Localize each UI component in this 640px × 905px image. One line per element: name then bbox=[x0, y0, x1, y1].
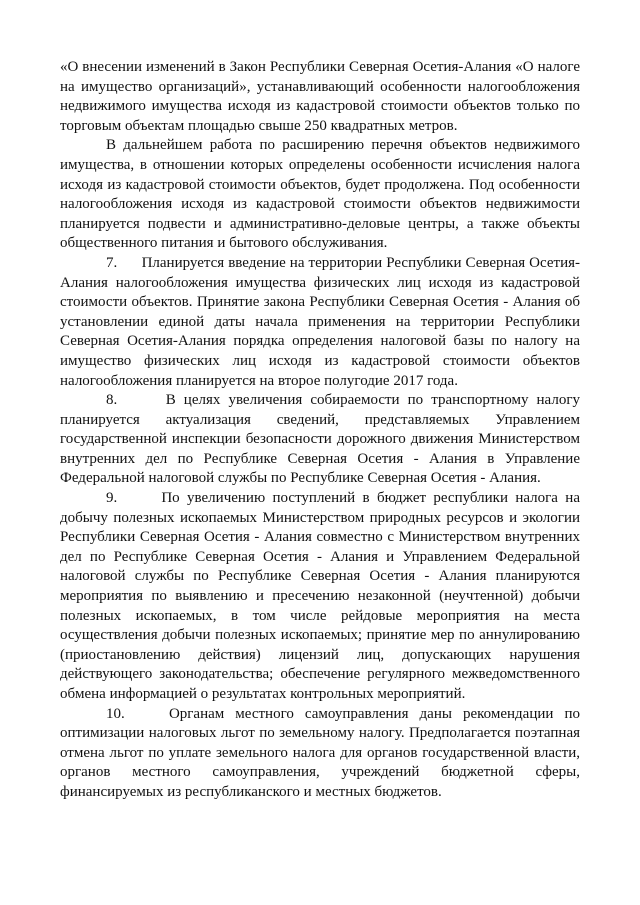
paragraph-law-reference: «О внесении изменений в Закон Республики Северная Осетия-Алания «О налоге на имущество организаций», устанавливающий особенности налогообложения недвижимого имущества исходя из кадастровой стоимости объектов только по торговым объектам площадью свыше 250 квадратных метров. bbox=[60, 59, 580, 134]
paragraph-further-work: В дальнейшем работа по расширению перечня объектов недвижимого имущества, в отношении которых определены особенности исчисления налога исходя из кадастровой стоимости объектов, будет продолжена. Под особенности налогообложения исходя из кадастровой стоимости объектов недвижимости планируется подвести и административно-деловые центры, а также объекты общественного питания и бытового обслуживания. bbox=[60, 137, 580, 252]
paragraph-item-9: 9. По увеличению поступлений в бюджет республики налога на добычу полезных ископаемых Министерством природных ресурсов и экологии Республики Северная Осетия - Алания совместно с Министерством внутренних дел по Республике Северная Осетия - Алания и Управлением Федеральной налоговой службы по Республике Северная Осетия - Алания планируются мероприятия по выявлению и пресечению незаконной (неучтенной) добычи полезных ископаемых, в том числе рейдовые мероприятия на места осуществления добычи полезных ископаемых; принятие мер по аннулированию (приостановлению действия) лицензий лиц, допускающих нарушения действующего законодательства; обеспечение регулярного межведомственного обмена информацией о результатах контрольных мероприятий. bbox=[60, 490, 580, 702]
paragraph-item-8: 8. В целях увеличения собираемости по транспортному налогу планируется актуализация сведений, представляемых Управлением государственной инспекции безопасности дорожного движения Министерством внутренних дел по Республике Северная Осетия - Алания в Управление Федеральной налоговой службы по Республике Северная Осетия - Алания. bbox=[60, 392, 580, 487]
document-page bbox=[60, 58, 580, 803]
paragraph-item-7: 7. Планируется введение на территории Республики Северная Осетия-Алания налогообложения имущества физических лиц исходя из кадастровой стоимости объектов. Принятие закона Республики Северная Осетия - Алания об установлении единой даты начала применения на территории Республики Северная Осетия-Алания порядка определения налоговой базы по налогу на имущество физических лиц исходя из кадастровой стоимости объектов налогообложения планируется на второе полугодие 2017 года. bbox=[60, 254, 580, 389]
paragraph-item-10: 10. Органам местного самоуправления даны рекомендации по оптимизации налоговых льгот по земельному налогу. Предполагается поэтапная отмена льгот по уплате земельного налога для органов государственной власти, органов местного самоуправления, учреждений бюджетной сферы, финансируемых из республиканского и местных бюджетов. bbox=[60, 705, 580, 800]
